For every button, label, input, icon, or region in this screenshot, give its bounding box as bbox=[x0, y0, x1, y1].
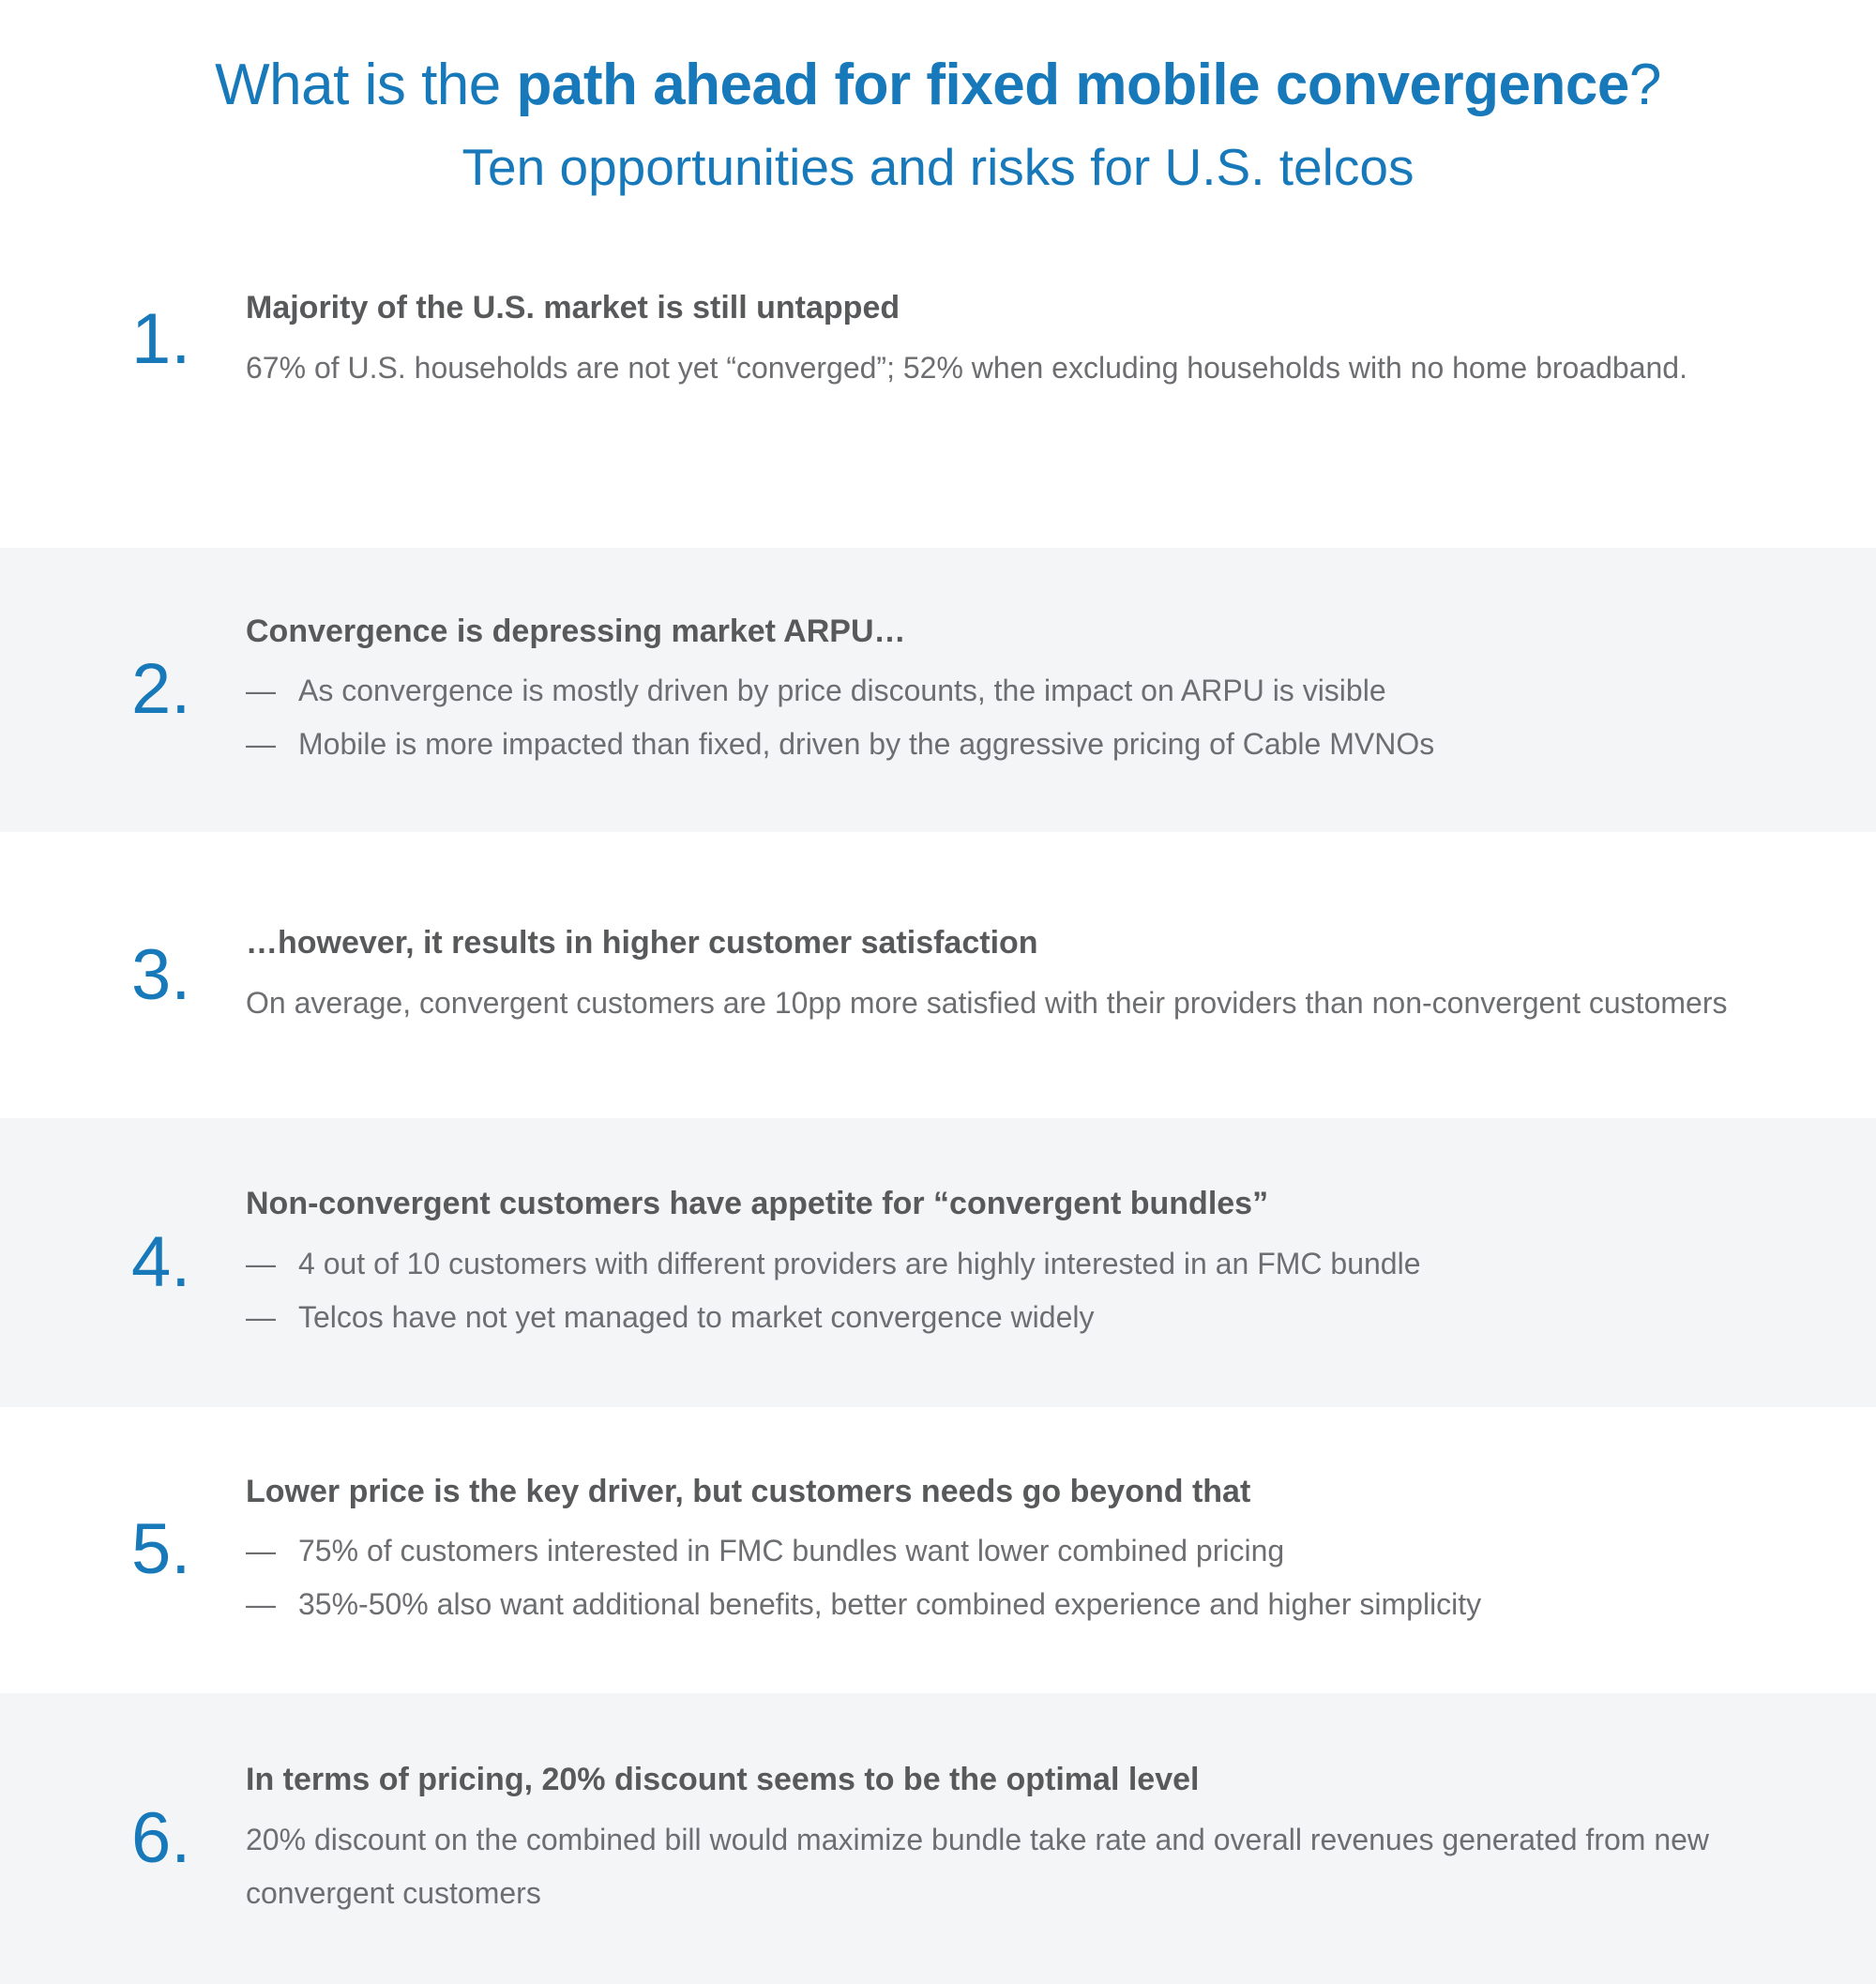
item-content bbox=[246, 1181, 1754, 1343]
item-content bbox=[246, 285, 1754, 394]
item-number: 1. bbox=[131, 299, 191, 380]
list-item-3 bbox=[0, 920, 1876, 1029]
title-line-2: Ten opportunities and risks for U.S. telcos bbox=[461, 137, 1415, 196]
title-line-1 bbox=[0, 49, 1876, 122]
bullet-item bbox=[246, 718, 1754, 771]
em-dash: — bbox=[246, 1587, 276, 1622]
bullet-text: 4 out of 10 customers with different providers are highly interested in an FMC bundle bbox=[298, 1246, 1421, 1280]
item-heading: Majority of the U.S. market is still untapped bbox=[246, 290, 900, 326]
title-light-suffix: ? bbox=[1628, 53, 1661, 117]
band-item-4 bbox=[0, 1118, 1876, 1407]
bullet-item bbox=[246, 1237, 1754, 1291]
band-item-6 bbox=[0, 1693, 1876, 1984]
bullet-item bbox=[246, 1291, 1754, 1344]
bullet-text: As convergence is mostly driven by price discounts, the impact on ARPU is visible bbox=[298, 674, 1386, 708]
item-number: 2. bbox=[131, 649, 191, 730]
item-body: 20% discount on the combined bill would maximize bundle take rate and overall revenues generated from new convergent customers bbox=[246, 1822, 1710, 1910]
page-title bbox=[0, 49, 1876, 199]
item-content bbox=[246, 609, 1754, 771]
band-item-3 bbox=[0, 832, 1876, 1118]
item-heading: Convergence is depressing market ARPU… bbox=[246, 613, 906, 649]
em-dash: — bbox=[246, 1246, 276, 1280]
bullet-text: 35%-50% also want additional benefits, better combined experience and higher simplicity bbox=[298, 1587, 1482, 1622]
item-number: 3. bbox=[131, 934, 191, 1015]
title-light-prefix: What is the bbox=[215, 53, 517, 117]
list-item-5 bbox=[0, 1469, 1876, 1631]
item-heading: Non-convergent customers have appetite for “convergent bundles” bbox=[246, 1186, 1269, 1222]
item-content bbox=[246, 920, 1754, 1029]
item-heading: In terms of pricing, 20% discount seems to be the optimal level bbox=[246, 1762, 1200, 1798]
item-heading: …however, it results in higher customer satisfaction bbox=[246, 925, 1038, 962]
bullet-item bbox=[246, 664, 1754, 718]
bullet-text: 75% of customers interested in FMC bundles want lower combined pricing bbox=[298, 1534, 1285, 1568]
em-dash: — bbox=[246, 1534, 276, 1568]
band-item-2 bbox=[0, 548, 1876, 832]
item-content bbox=[246, 1469, 1754, 1631]
item-content bbox=[246, 1757, 1754, 1919]
item-number: 5. bbox=[131, 1509, 191, 1590]
bullet-text: Mobile is more impacted than fixed, driven by the aggressive pricing of Cable MVNOs bbox=[298, 727, 1435, 762]
em-dash: — bbox=[246, 674, 276, 708]
list-item-6 bbox=[0, 1757, 1876, 1919]
item-body: 67% of U.S. households are not yet “converged”; 52% when excluding households with no home broadband. bbox=[246, 350, 1687, 385]
item-number: 6. bbox=[131, 1797, 191, 1878]
band-title-and-item-1 bbox=[0, 0, 1876, 548]
band-item-5 bbox=[0, 1407, 1876, 1693]
title-bold-text: path ahead for fixed mobile convergence bbox=[516, 53, 1629, 117]
bullet-text: Telcos have not yet managed to market convergence widely bbox=[298, 1299, 1095, 1334]
list-item-1 bbox=[0, 285, 1876, 394]
list-item-4 bbox=[0, 1181, 1876, 1343]
em-dash: — bbox=[246, 727, 276, 762]
list-item-2 bbox=[0, 609, 1876, 771]
item-number: 4. bbox=[131, 1221, 191, 1302]
em-dash: — bbox=[246, 1299, 276, 1334]
bullet-item bbox=[246, 1524, 1754, 1578]
bullet-item bbox=[246, 1578, 1754, 1631]
item-body: On average, convergent customers are 10pp more satisfied with their providers than non-convergent customers bbox=[246, 985, 1728, 1020]
item-heading: Lower price is the key driver, but customers needs go beyond that bbox=[246, 1473, 1251, 1509]
